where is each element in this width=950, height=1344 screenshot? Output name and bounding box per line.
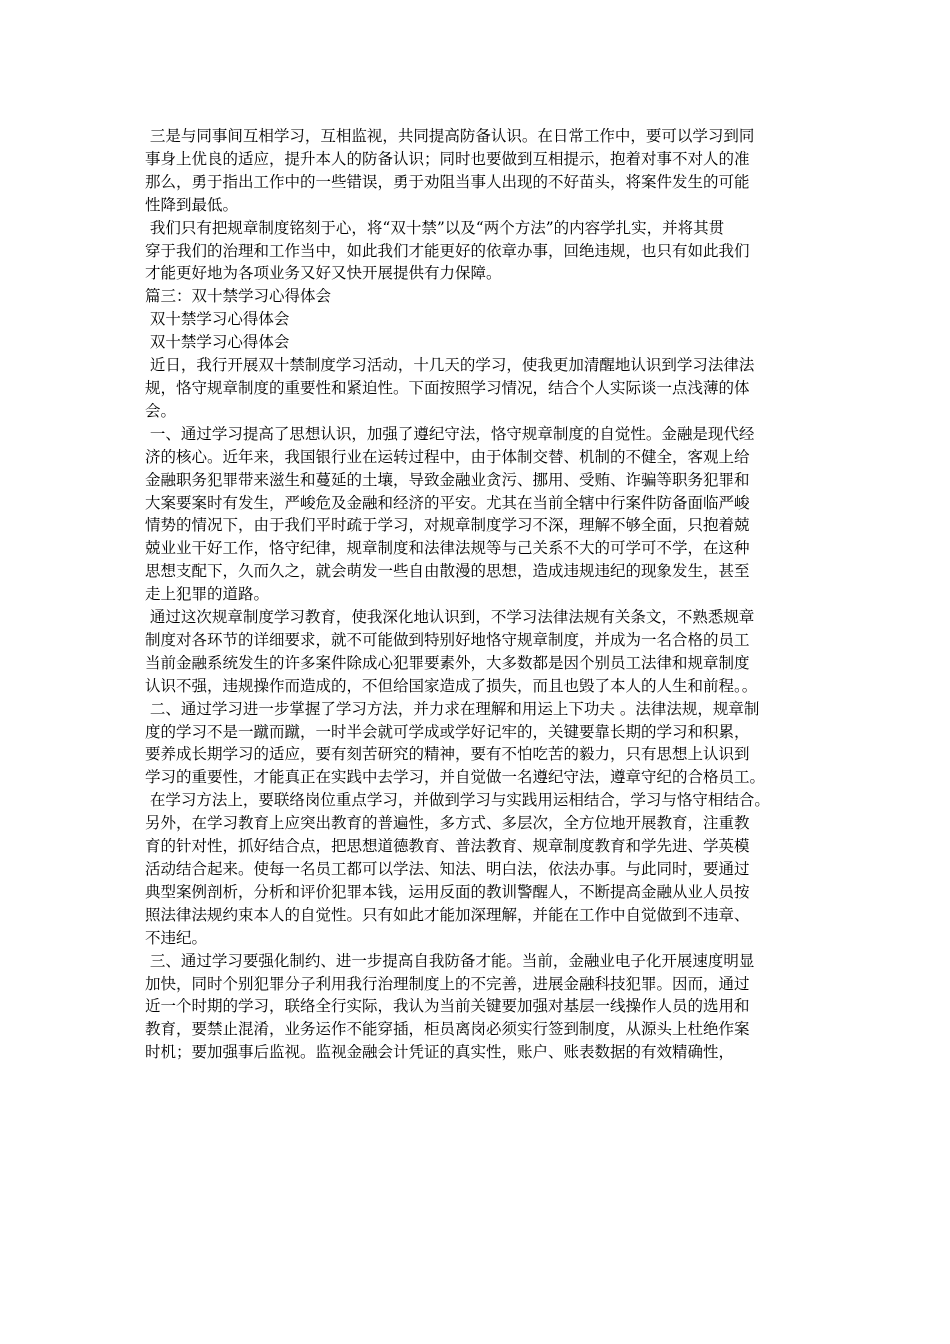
text-line: 另外，在学习教育上应突出教育的普遍性，多方式、多层次，全方位地开展教育，注重教 xyxy=(145,814,750,833)
text-line: 育的针对性，抓好结合点，把思想道德教育、普法教育、规章制度教育和学先进、学英模 xyxy=(145,837,750,856)
text-line: 双十禁学习心得体会 xyxy=(145,310,290,329)
paragraph xyxy=(145,698,815,790)
text-line: 事身上优良的适应，提升本人的防备认识；同时也要做到互相提示，抱着对事不对人的准 xyxy=(145,149,750,168)
text-line: 活动结合起来。使每一名员工都可以学法、知法、明白法，依法办事。与此同时，要通过 xyxy=(145,860,750,878)
paragraph xyxy=(145,950,815,1065)
text-line: 情势的情况下，由于我们平时疏于学习，对规章制度学习不深，理解不够全面，只抱着兢 xyxy=(145,516,750,535)
text-line: 济的核心。近年来，我国银行业在运转过程中，由于体制交替、机制的不健全，客观上给 xyxy=(145,447,750,466)
text-line: 走上犯罪的道路。 xyxy=(145,585,270,604)
text-line: 不违纪。 xyxy=(145,928,208,947)
paragraph xyxy=(145,217,815,286)
text-line: 通过这次规章制度学习教育，使我深化地认识到，不学习法律法规有关条文，不熟悉规章 xyxy=(145,608,755,627)
text-line: 二、通过学习进一步掌握了学习方法，并力求在理解和用运上下功夫 。法律法规，规章制 xyxy=(145,699,760,718)
text-line: 在学习方法上，要联络岗位重点学习，并做到学习与实践用运相结合，学习与恪守相结合。 xyxy=(145,791,770,810)
text-line: 近日，我行开展双十禁制度学习活动，十几天的学习，使我更加清醒地认识到学习法律法 xyxy=(145,356,755,375)
text-line: 思想支配下，久而久之，就会萌发一些自由散漫的思想，造成违规违纪的现象发生，甚至 xyxy=(145,562,750,581)
paragraph xyxy=(145,354,815,423)
text-line: 认识不强，违规操作而造成的，不但给国家造成了损失，而且也毁了本人的人生和前程。。 xyxy=(145,676,758,695)
paragraph xyxy=(145,423,815,606)
text-line: 加快，同时个别犯罪分子利用我行治理制度上的不完善，进展金融科技犯罪。因而，通过 xyxy=(145,974,750,993)
text-line: 学习的重要性，才能真正在实践中去学习，并自觉做一名遵纪守法，遵章守纪的合格员工。 xyxy=(145,768,766,787)
text-line: 那么，勇于指出工作中的一些错误，勇于劝阻当事人出现的不好苗头，将案件发生的可能 xyxy=(145,172,750,191)
paragraph xyxy=(145,606,815,698)
text-line: 篇三：双十禁学习心得体会 xyxy=(145,287,332,306)
text-line: 一、通过学习提高了思想认识，加强了遵纪守法，恪守规章制度的自觉性。金融是现代经 xyxy=(145,424,755,443)
text-line: 三、通过学习要强化制约、进一步提高自我防备才能。当前，金融业电子化开展速度明显 xyxy=(145,951,755,970)
paragraph xyxy=(145,308,815,331)
text-line: 大案要案时有发生，严峻危及金融和经济的平安。尤其在当前全辖中行案件防备面临严峻 xyxy=(145,493,750,512)
text-line: 典型案例剖析，分析和评价犯罪本钱，运用反面的教训警醒人，不断提高金融从业人员按 xyxy=(145,882,750,901)
document-body xyxy=(145,125,815,1064)
paragraph xyxy=(145,331,815,354)
text-line: 金融职务犯罪带来滋生和蔓延的土壤，导致金融业贪污、挪用、受贿、诈骗等职务犯罪和 xyxy=(145,470,750,489)
text-line: 时机；要加强事后监视。监视金融会计凭证的真实性，账户、账表数据的有效精确性， xyxy=(145,1043,735,1062)
paragraph xyxy=(145,789,815,949)
text-line: 兢业业干好工作，恪守纪律，规章制度和法律法规等与己关系不大的可学可不学，在这种 xyxy=(145,539,750,558)
text-line: 教育，要禁止混淆，业务运作不能穿插，柜员离岗必须实行签到制度，从源头上杜绝作案 xyxy=(145,1020,750,1039)
text-line: 穿于我们的治理和工作当中，如此我们才能更好的依章办事，回绝违规，也只有如此我们 xyxy=(145,241,750,260)
text-line: 性降到最低。 xyxy=(145,195,239,214)
text-line: 会。 xyxy=(145,401,177,420)
text-line: 我们只有把规章制度铭刻于心，将“双十禁”以及“两个方法”的内容学扎实，并将其贯 xyxy=(145,218,725,237)
text-line: 制度对各环节的详细要求，就不可能做到特别好地恪守规章制度，并成为一名合格的员工 xyxy=(145,630,750,649)
text-line: 规，恪守规章制度的重要性和紧迫性。下面按照学习情况，结合个人实际谈一点浅薄的体 xyxy=(145,378,750,397)
text-line: 才能更好地为各项业务又好又快开展提供有力保障。 xyxy=(145,264,502,283)
text-line: 照法律法规约束本人的自觉性。只有如此才能加深理解，并能在工作中自觉做到不违章、 xyxy=(145,905,750,924)
text-line: 度的学习不是一蹴而蹴，一时半会就可学成或学好记牢的，关键要靠长期的学习和积累， xyxy=(145,722,750,741)
paragraph xyxy=(145,125,815,217)
text-line: 当前金融系统发生的许多案件除成心犯罪要素外，大多数都是因个别员工法律和规章制度 xyxy=(145,653,750,672)
text-line: 近一个时期的学习，联络全行实际，我认为当前关键要加强对基层一线操作人员的选用和 xyxy=(145,997,750,1016)
paragraph xyxy=(145,285,815,308)
text-line: 要养成长期学习的适应，要有刻苦研究的精神，要有不怕吃苦的毅力，只有思想上认识到 xyxy=(145,745,750,764)
text-line: 双十禁学习心得体会 xyxy=(145,333,290,352)
text-line: 三是与同事间互相学习，互相监视，共同提高防备认识。在日常工作中，要可以学习到同 xyxy=(145,127,755,145)
